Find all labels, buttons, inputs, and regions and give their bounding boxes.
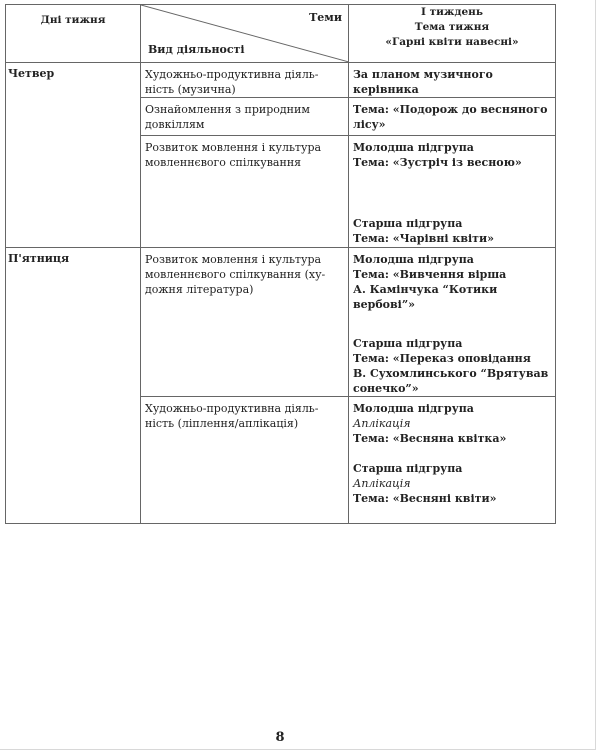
theme-cell <box>349 63 556 98</box>
younger-subgroup-title: Молодша підгрупа <box>353 402 474 415</box>
younger-subgroup-kind: Аплікація <box>353 417 411 430</box>
theme-line: керівника <box>353 83 419 96</box>
activity-cell <box>141 63 349 98</box>
activity-line: Художньо-продуктивна діяль- <box>145 68 319 81</box>
younger-subgroup-theme: Тема: «Зустріч із весною» <box>353 156 522 169</box>
theme-cell <box>349 397 556 524</box>
activity-line: мовленнєвого спілкування <box>145 156 302 169</box>
activity-line: Розвиток мовлення і культура <box>145 141 322 154</box>
activity-line: Ознайомлення з природним <box>145 103 310 116</box>
older-subgroup-theme: сонечко”» <box>353 382 419 395</box>
activity-line: Розвиток мовлення і культура <box>145 253 322 266</box>
header-week-theme-label: Тема тижня <box>414 21 490 33</box>
theme-cell <box>349 248 556 397</box>
day-thursday: Четвер <box>6 63 141 248</box>
older-subgroup-title: Старша підгрупа <box>353 462 463 475</box>
header-diagonal-cell <box>141 5 349 63</box>
younger-subgroup-title: Молодша підгрупа <box>353 253 474 266</box>
theme-line: лісу» <box>353 118 386 131</box>
table-row <box>6 63 556 98</box>
header-week-cell <box>349 5 556 63</box>
activity-line: Художньо-продуктивна діяль- <box>145 402 319 415</box>
older-subgroup-kind: Аплікація <box>353 477 411 490</box>
older-subgroup-title: Старша підгрупа <box>353 337 463 350</box>
younger-subgroup-theme: Тема: «Весняна квітка» <box>353 432 507 445</box>
activity-line: мовленнєвого спілкування (ху- <box>145 268 326 281</box>
activity-cell <box>141 136 349 248</box>
page-number: 8 <box>275 730 285 745</box>
activity-cell <box>141 397 349 524</box>
schedule-table <box>5 4 556 524</box>
activity-line: ність (музична) <box>145 83 236 96</box>
older-subgroup-title: Старша підгрупа <box>353 217 463 230</box>
header-themes-label: Теми <box>309 11 342 24</box>
header-week: І тиждень <box>421 6 483 18</box>
theme-line: За планом музичного <box>353 68 493 81</box>
activity-line: ність (ліплення/аплікація) <box>145 417 299 430</box>
older-subgroup-theme: В. Сухомлинського “Врятував <box>353 367 549 380</box>
younger-subgroup-theme: Тема: «Вивчення вірша <box>353 268 507 281</box>
table-header-row <box>6 5 556 63</box>
activity-line: дожня література) <box>145 283 254 296</box>
theme-cell <box>349 136 556 248</box>
younger-subgroup-title: Молодша підгрупа <box>353 141 474 154</box>
activity-line: довкіллям <box>145 118 205 131</box>
theme-line: Тема: «Подорож до весняного <box>353 103 548 116</box>
older-subgroup-theme: Тема: «Переказ оповідання <box>353 352 531 365</box>
header-days-cell <box>6 5 141 63</box>
younger-subgroup-theme: А. Камінчука “Котики вербові”» <box>353 283 498 311</box>
theme-cell <box>349 98 556 136</box>
header-week-theme: «Гарні квіти навесні» <box>385 36 519 48</box>
older-subgroup-theme: Тема: «Весняні квіти» <box>353 492 497 505</box>
older-subgroup-theme: Тема: «Чарівні квіти» <box>353 232 494 245</box>
header-days-label: Дні тижня <box>40 14 106 26</box>
table-row <box>6 248 556 397</box>
activity-cell <box>141 248 349 397</box>
header-activity-kind-label: Вид діяльності <box>148 43 245 56</box>
day-friday: П'ятниця <box>6 248 141 524</box>
activity-cell <box>141 98 349 136</box>
